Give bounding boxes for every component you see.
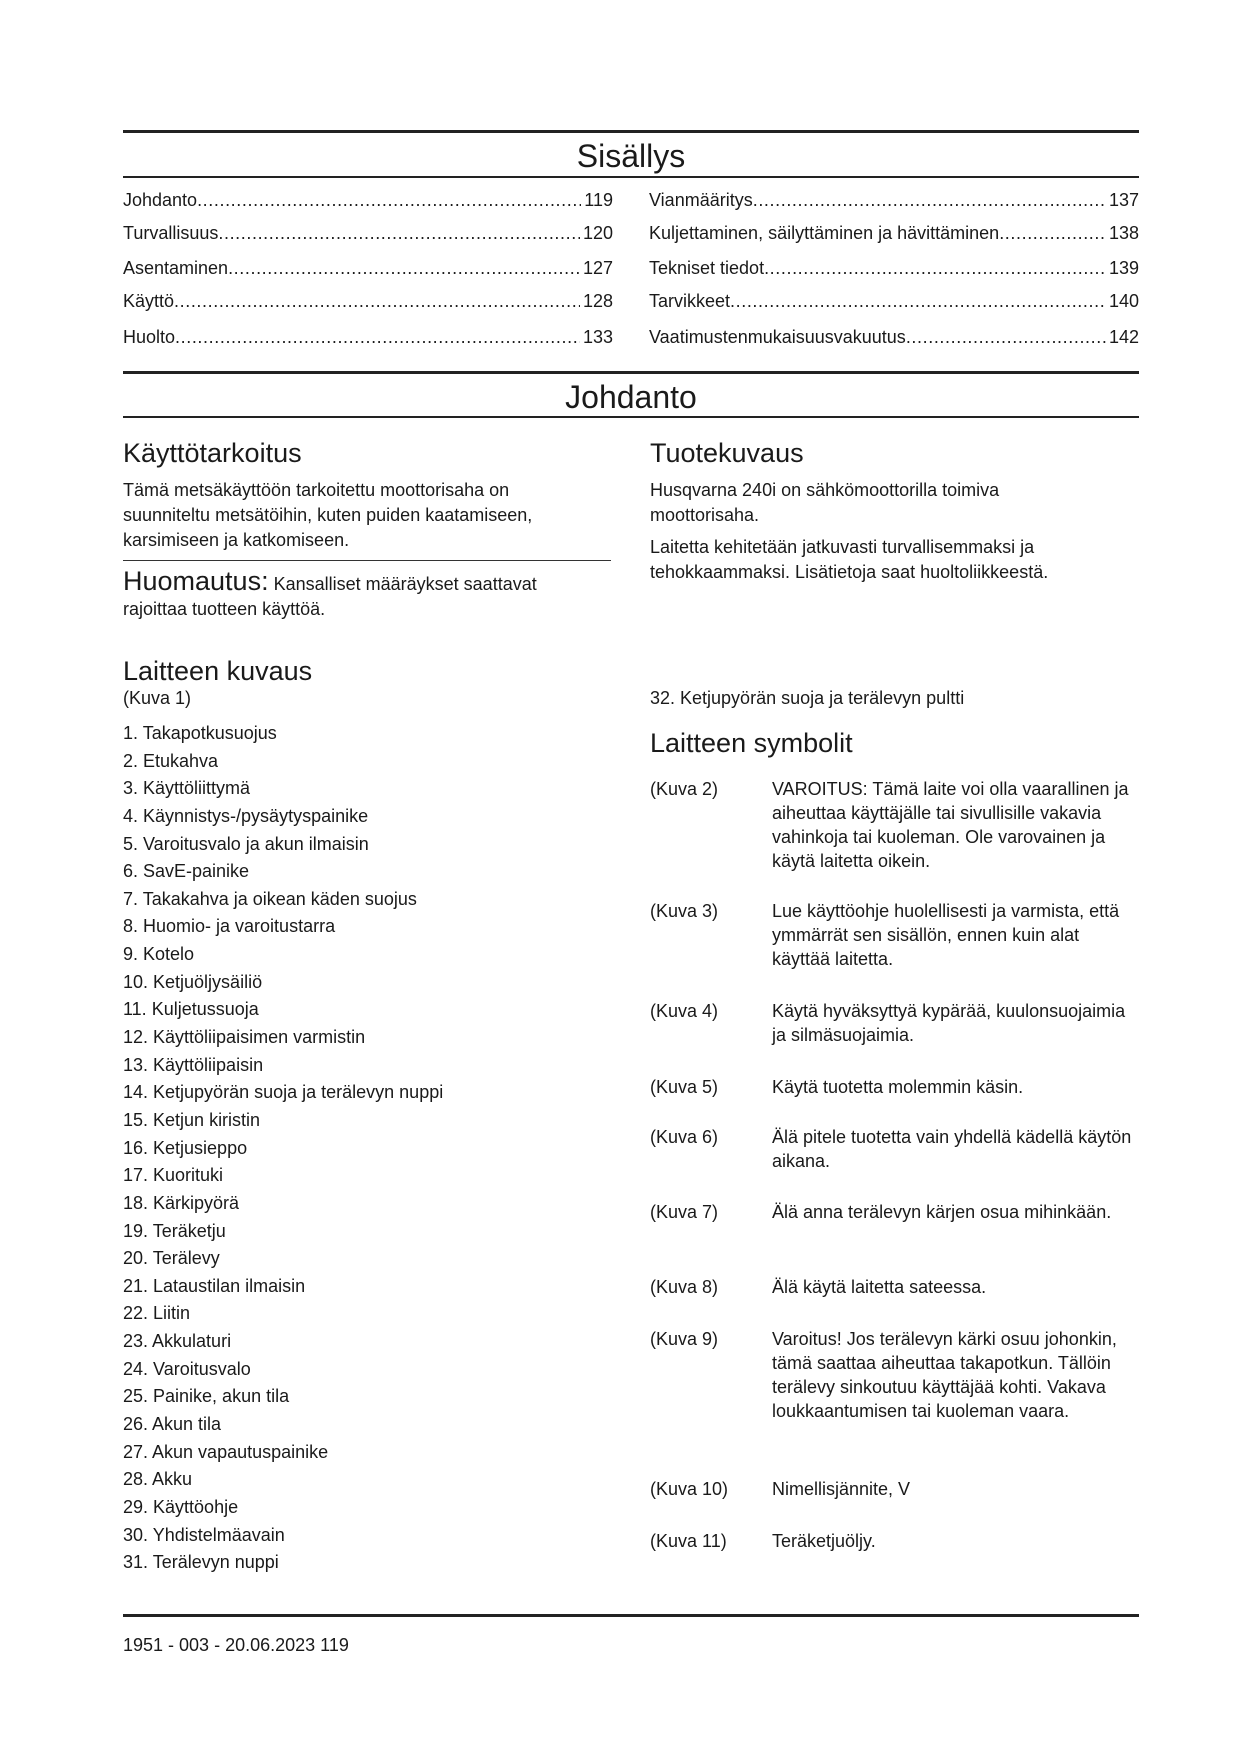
toc-entry-kaytto[interactable]: Käyttö ..... 128 bbox=[123, 288, 613, 314]
list-item: 13. Käyttöliipaisin bbox=[123, 1054, 264, 1075]
list-item: 31. Terälevyn nuppi bbox=[123, 1552, 279, 1573]
symbol-description: Käytä tuotetta molemmin käsin. bbox=[772, 1077, 1024, 1097]
note-rule bbox=[123, 560, 611, 561]
toc-entry-turvallisuus[interactable]: Turvallisuus ..... 120 bbox=[123, 220, 613, 246]
product-text-1: Husqvarna 240i on sähkömoottorilla toimiva moottorisaha. bbox=[650, 480, 1000, 525]
list-item: 23. Akkulaturi bbox=[123, 1331, 232, 1352]
list-item: 15. Ketjun kiristin bbox=[123, 1109, 261, 1130]
list-item: 30. Yhdistelmäavain bbox=[123, 1524, 285, 1545]
list-item: 1. Takapotkusuojus bbox=[123, 723, 277, 743]
list-item: 16. Ketjusieppo bbox=[123, 1137, 248, 1158]
list-item: 26. Akun tila bbox=[123, 1414, 222, 1435]
symbol-description: Teräketjuöljy. bbox=[772, 1531, 876, 1551]
list-item: 14. Ketjupyörän suoja ja terälevyn nuppi bbox=[123, 1082, 444, 1103]
list-item: 2. Etukahva bbox=[123, 750, 219, 771]
device-figure-ref: (Kuva 1) bbox=[123, 688, 192, 708]
symbol-description: Nimellisjännite, V bbox=[772, 1479, 911, 1499]
list-item: 10. Ketjuöljysäiliö bbox=[123, 971, 263, 992]
toc-entry-tekniset-tiedot[interactable]: Tekniset tiedot ..... 139 bbox=[649, 255, 1139, 281]
symbol-description: Älä käytä laitetta sateessa. bbox=[772, 1277, 987, 1297]
list-item: 5. Varoitusvalo ja akun ilmaisin bbox=[123, 833, 369, 854]
purpose-heading: Käyttötarkoitus bbox=[123, 438, 302, 468]
list-item: 25. Painike, akun tila bbox=[123, 1386, 290, 1407]
list-item: 29. Käyttöohje bbox=[123, 1496, 239, 1517]
intro-top-rule bbox=[123, 371, 1139, 374]
list-item: 7. Takakahva ja oikean käden suojus bbox=[123, 888, 417, 909]
product-heading: Tuotekuvaus bbox=[650, 438, 804, 468]
list-item: 9. Kotelo bbox=[123, 944, 195, 965]
toc-top-rule bbox=[123, 130, 1139, 133]
symbol-figure-ref: (Kuva 4) bbox=[650, 1001, 719, 1021]
device-heading: Laitteen kuvaus bbox=[123, 656, 313, 686]
symbol-figure-ref: (Kuva 9) bbox=[650, 1329, 719, 1349]
list-item: 19. Teräketju bbox=[123, 1220, 226, 1241]
symbol-description: Varoitus! Jos terälevyn kärki osuu johonkin, tämä saattaa aiheuttaa takapotkun. Tällöin terälevy sinkoutuu käyttäjää kohti. Vakava loukkaantumisen tai kuoleman vaara. bbox=[772, 1329, 1117, 1421]
list-item: 12. Käyttöliipaisimen varmistin bbox=[123, 1027, 366, 1048]
toc-title-rule bbox=[123, 176, 1139, 178]
toc-entry-asentaminen[interactable]: Asentaminen ..... 127 bbox=[123, 255, 613, 281]
intro-title-rule bbox=[123, 416, 1139, 418]
list-item: 28. Akku bbox=[123, 1469, 193, 1490]
symbol-description: Lue käyttöohje huolellisesti ja varmista, että ymmärrät sen sisällön, ennen kuin alat käyttää laitetta. bbox=[772, 901, 1120, 969]
symbol-description: Älä anna terälevyn kärjen osua mihinkään. bbox=[772, 1202, 1112, 1222]
list-item: 22. Liitin bbox=[123, 1303, 191, 1324]
list-item: 11. Kuljetussuoja bbox=[123, 999, 259, 1020]
symbol-figure-ref: (Kuva 3) bbox=[650, 901, 719, 921]
manual-page bbox=[123, 0, 1139, 1754]
symbol-figure-ref: (Kuva 6) bbox=[650, 1127, 719, 1147]
toc-entry-kuljettaminen[interactable]: Kuljettaminen, säilyttäminen ja hävittäminen ..... 138 bbox=[649, 220, 1139, 246]
list-item: 3. Käyttöliittymä bbox=[123, 778, 251, 799]
symbol-description: VAROITUS: Tämä laite voi olla vaarallinen ja aiheuttaa käyttäjälle tai sivullisille vakavia vahinkoja tai kuoleman. Ole varovainen ja käytä laitetta oikein. bbox=[772, 779, 1129, 871]
list-item: 6. SavE-painike bbox=[123, 861, 250, 882]
list-item: 18. Kärkipyörä bbox=[123, 1192, 240, 1213]
symbol-figure-ref: (Kuva 8) bbox=[650, 1277, 719, 1297]
list-item: 24. Varoitusvalo bbox=[123, 1358, 251, 1379]
list-item: 4. Käynnistys-/pysäytyspainike bbox=[123, 805, 369, 826]
symbol-description: Älä pitele tuotetta vain yhdellä kädellä käytön aikana. bbox=[772, 1127, 1132, 1171]
symbol-figure-ref: (Kuva 7) bbox=[650, 1202, 719, 1222]
toc-entry-johdanto[interactable]: Johdanto ..... 119 bbox=[123, 187, 613, 213]
list-item: 8. Huomio- ja varoitustarra bbox=[123, 916, 336, 937]
symbols-heading: Laitteen symbolit bbox=[650, 728, 853, 758]
note-text: Kansalliset määräykset saattavat rajoittaa tuotteen käyttöä. bbox=[123, 574, 537, 619]
toc-entry-vaatimustenmukaisuus[interactable]: Vaatimustenmukaisuusvakuutus ..... 142 bbox=[649, 324, 1139, 350]
parts-list bbox=[123, 720, 623, 1577]
intro-title: Johdanto bbox=[565, 379, 697, 415]
toc-entry-tarvikkeet[interactable]: Tarvikkeet ..... 140 bbox=[649, 288, 1139, 314]
note bbox=[123, 566, 578, 622]
toc-entry-vianmaaritys[interactable]: Vianmääritys ..... 137 bbox=[649, 187, 1139, 213]
toc-title: Sisällys bbox=[576, 138, 686, 174]
list-item: 17. Kuorituki bbox=[123, 1165, 224, 1186]
page-footer: 1951 - 003 - 20.06.2023 119 bbox=[123, 1635, 349, 1655]
symbol-figure-ref: (Kuva 5) bbox=[650, 1077, 719, 1097]
part-32: 32. Ketjupyörän suoja ja terälevyn pultti bbox=[650, 688, 965, 708]
list-item: 27. Akun vapautuspainike bbox=[123, 1441, 329, 1462]
toc-entry-huolto[interactable]: Huolto ..... 133 bbox=[123, 324, 613, 350]
symbol-figure-ref: (Kuva 2) bbox=[650, 779, 719, 799]
note-label: Huomautus: bbox=[123, 566, 269, 596]
symbol-figure-ref: (Kuva 10) bbox=[650, 1479, 729, 1499]
product-text-2: Laitetta kehitetään jatkuvasti turvallisemmaksi ja tehokkaammaksi. Lisätietoja saat huoltoliikkeestä. bbox=[650, 537, 1049, 582]
purpose-text: Tämä metsäkäyttöön tarkoitettu moottorisaha on suunniteltu metsätöihin, kuten puiden kaatamiseen, karsimiseen ja katkomiseen. bbox=[123, 480, 533, 550]
footer-rule bbox=[123, 1614, 1139, 1617]
list-item: 20. Terälevy bbox=[123, 1248, 220, 1269]
symbol-description: Käytä hyväksyttyä kypärää, kuulonsuojaimia ja silmäsuojaimia. bbox=[772, 1001, 1126, 1045]
symbol-figure-ref: (Kuva 11) bbox=[650, 1531, 727, 1551]
list-item: 21. Lataustilan ilmaisin bbox=[123, 1275, 306, 1296]
